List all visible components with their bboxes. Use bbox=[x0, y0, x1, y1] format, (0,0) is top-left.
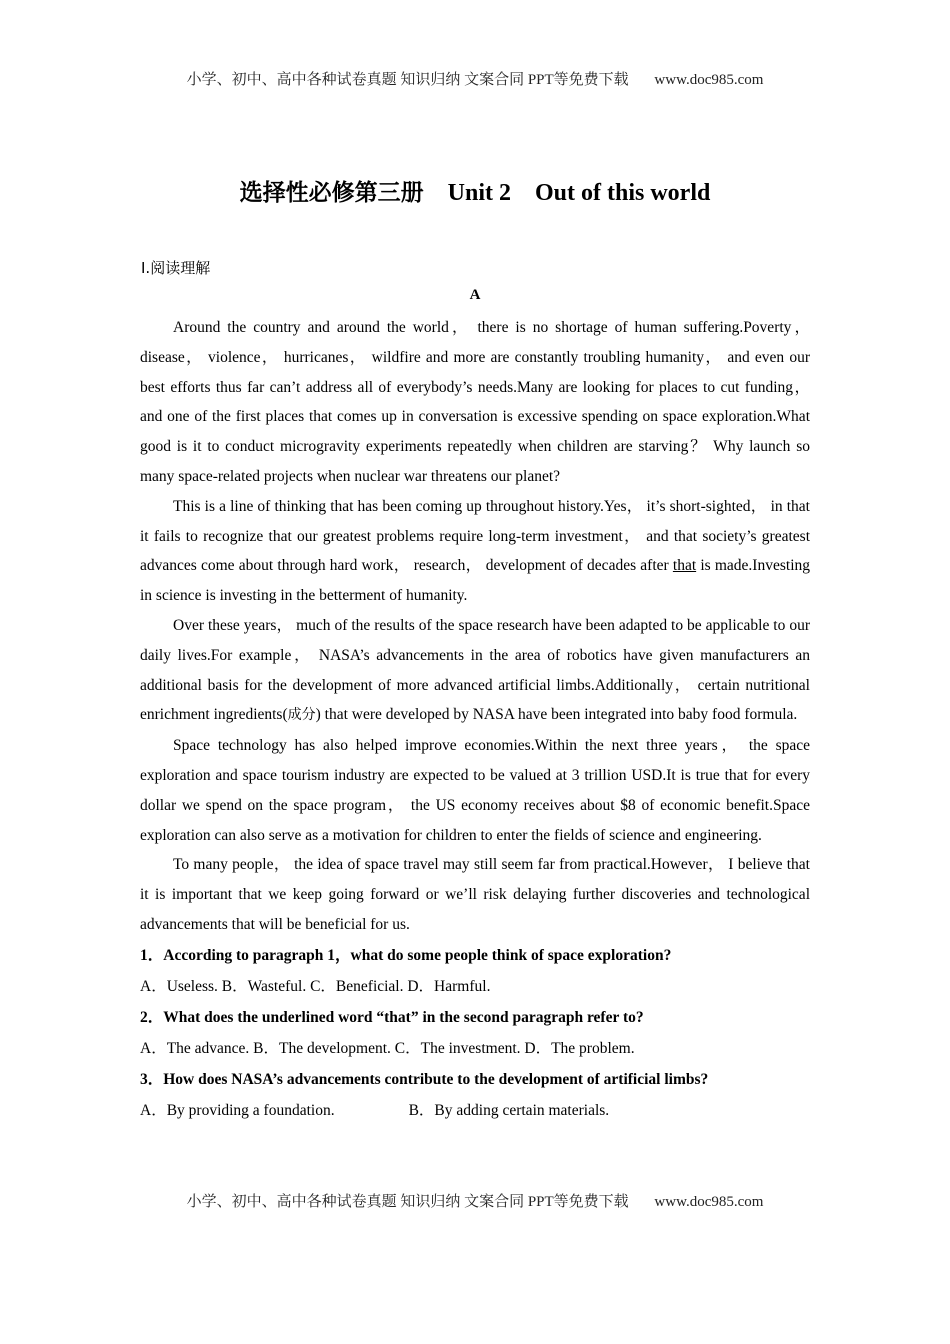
footer-text: 小学、初中、高中各种试卷真题 知识归纳 文案合同 PPT等免费下载 bbox=[186, 1194, 629, 1210]
paragraph-4: Space technology has also helped improve economies.Within the next three years， the space exploration and space tourism industry are expected to be valued at 3 trillion USD.It is true that for every dollar we spend on the space program， the US economy receives about $8 of economic benefit.Space exploration can also serve as a motivation for children to enter the fields of science and engineering. bbox=[140, 737, 810, 844]
paragraph-3: Over these years， much of the results of the space research have been adapted to be applicable to our daily lives.For example， NASA’s advancements in the area of robotics have given manufacturers an additional basis for the development of more advanced artificial limbs.Additionally， certain nutritional enrichment ingredients(成分) that were developed by NASA have been integrated into baby food formula. bbox=[140, 616, 810, 724]
title-unit: Unit 2 bbox=[447, 180, 511, 206]
passage-label: A bbox=[469, 287, 481, 303]
page-header bbox=[0, 68, 950, 89]
question-3-stem: 3．How does NASA’s advancements contribute to the development of artificial limbs? bbox=[140, 1070, 709, 1088]
paragraph-2: This is a line of thinking that has been coming up throughout history.Yes， it’s short-sighted， in that it fails to recognize that our greatest problems require long-term investment， and that society’s greatest advances come about through hard work， research， development of decades after that is made.Investing in science is investing in the betterment of humanity. bbox=[140, 497, 810, 605]
option-a: A．By providing a foundation. bbox=[140, 1101, 335, 1119]
header-text: 小学、初中、高中各种试卷真题 知识归纳 文案合同 PPT等免费下载 bbox=[186, 72, 629, 88]
paragraph-5: To many people， the idea of space travel may still seem far from practical.However， I believe that it is important that we keep going forward or we’ll risk delaying further discoveries and technological advancements that will be beneficial for us. bbox=[140, 856, 810, 933]
section-heading: Ⅰ.阅读理解 bbox=[141, 259, 211, 277]
question-2-options: A．The advance. B．The development. C．The investment. D．The problem. bbox=[140, 1039, 635, 1057]
paragraph-1: Around the country and around the world， there is no shortage of human suffering.Poverty， disease， violence， hurricanes， wildfire and more are constantly troubling humanity， and even our best efforts thus far can’t address all of everybody’s needs.Many are looking for places to cut funding， and one of the first places that comes up in conversation is excessive spending on space exploration.What good is it to conduct microgravity experiments repeatedly when children are starving？ Why launch so many space-related projects when nuclear war threatens our planet? bbox=[140, 319, 810, 485]
question-1-options: A．Useless. B．Wasteful. C．Beneficial. D．Harmful. bbox=[140, 977, 491, 995]
underlined-word: that bbox=[672, 557, 697, 575]
option-b: B．By adding certain materials. bbox=[408, 1101, 610, 1119]
title-book: 选择性必修第三册 bbox=[239, 180, 424, 206]
question-1-stem: 1．According to paragraph 1，what do some people think of space exploration? bbox=[140, 946, 672, 964]
question-2-stem: 2．What does the underlined word “that” in the second paragraph refer to? bbox=[140, 1008, 644, 1026]
header-site-link[interactable]: www.doc985.com bbox=[654, 72, 764, 88]
document-title bbox=[0, 174, 950, 207]
footer-site-link[interactable]: www.doc985.com bbox=[654, 1194, 764, 1210]
question-3-options bbox=[140, 1095, 810, 1126]
passage-content bbox=[140, 313, 810, 1126]
title-name: Out of this world bbox=[534, 180, 711, 206]
page-footer bbox=[0, 1190, 950, 1211]
